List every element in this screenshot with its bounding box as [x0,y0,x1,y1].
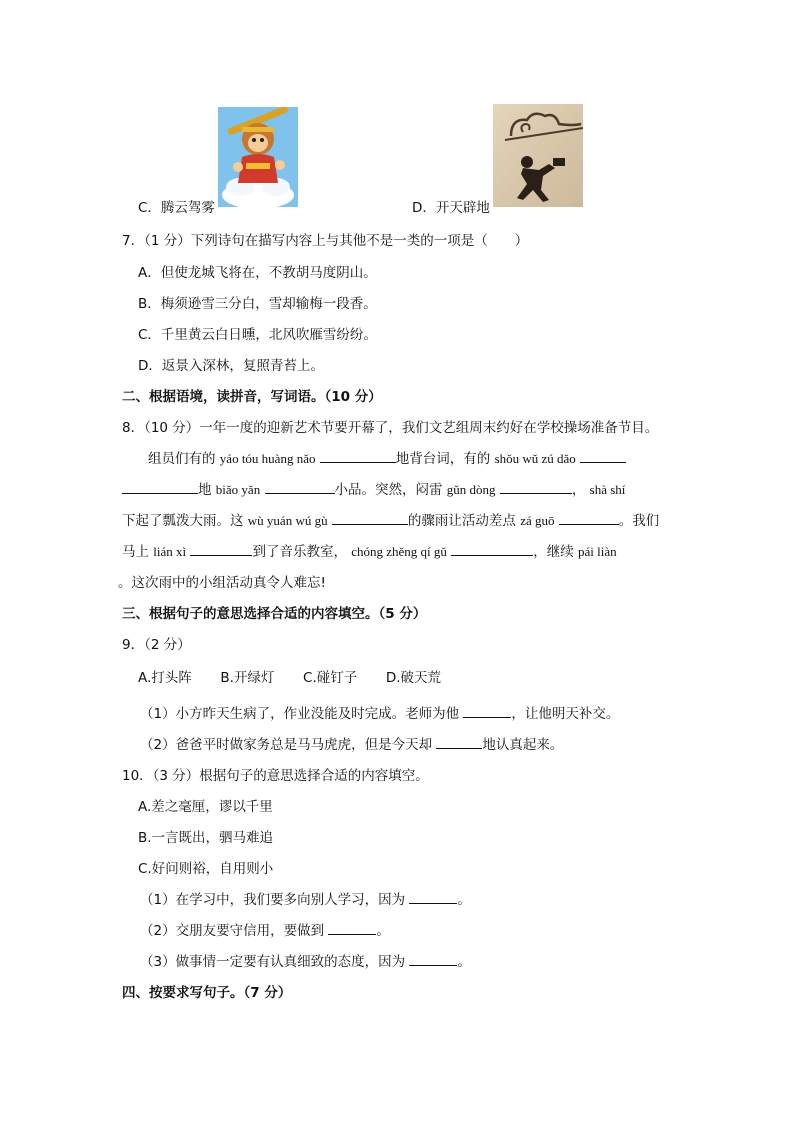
answer-blank-2-cont[interactable] [122,479,198,494]
answer-blank-8[interactable] [451,541,533,556]
q9-choice-c: C.碰钉子 [303,670,358,686]
answer-blank-5[interactable] [332,510,408,525]
q10-choice-a: A.差之毫厘，谬以千里 [138,799,273,815]
monkey-king-image [218,107,298,207]
answer-blank-1[interactable] [320,448,396,463]
q10-blank-2[interactable] [328,920,376,935]
answer-blank-2[interactable] [580,448,626,463]
q9-sentence-2: （2）爸爸平时做家务总是马马虎虎，但是今天却 地认真起来。 [140,733,563,753]
pinyin-sha-shi: shà shí [589,482,626,497]
q7-option-b: B．梅须逊雪三分白，雪却输梅一段香。 [138,296,377,312]
answer-blank-6[interactable] [559,510,619,525]
creation-myth-image [493,104,583,207]
section4-heading: 四、按要求写句子。（7 分） [122,985,292,1001]
pinyin-gun-dong: gǔn dòng [446,482,496,497]
q7-option-c: C．千里黄云白日曛，北风吹雁雪纷纷。 [138,327,377,343]
q9-stem: 9．（2 分） [122,637,191,653]
q10-sentence-3: （3）做事情一定要有认真细致的态度，因为 。 [140,950,471,970]
q7-option-a: A．但使龙城飞将在，不教胡马度阴山。 [138,265,377,281]
q10-sentence-1: （1）在学习中，我们要多向别人学习，因为 。 [140,888,471,908]
q8-line4: 马上 lián xì 到了音乐教室， chóng zhěng qí gǔ ，继续 pái liàn [122,540,617,560]
option-c: C．腾云驾雾 [138,200,215,216]
q10-sentence-2: （2）交朋友要守信用，要做到 。 [140,919,390,939]
section3-heading: 三、根据句子的意思选择合适的内容填空。（5 分） [122,606,427,622]
q10-choice-c: C.好问则裕，自用则小 [138,861,274,877]
pinyin-lian-xi: lián xì [153,544,187,559]
answer-blank-7[interactable] [190,541,252,556]
q9-choice-a: A.打头阵 [138,670,192,686]
pinyin-shou-wu-zu-dao: shǒu wǔ zú dǎo [494,451,576,466]
q8-line5: 。这次雨中的小组活动真令人难忘! [118,575,326,591]
pinyin-biao-yan: biǎo yǎn [215,482,261,497]
q8-stem: 8．（10 分）一年一度的迎新艺术节要开幕了，我们文艺组周末约好在学校操场准备节目。 [122,420,659,436]
section2-heading: 二、根据语境，读拼音，写词语。（10 分） [122,389,382,405]
q8-line1: 组员们有的 yáo tóu huàng nǎo 地背台词，有的 shǒu wǔ zú dǎo [148,447,626,467]
q9-blank-2[interactable] [436,734,482,749]
q8-line3: 下起了瓢泼大雨。这 wù yuán wú gù 的骤雨让活动差点 zá guō 。我们 [122,509,659,529]
answer-blank-4[interactable] [500,479,572,494]
q9-choice-d: D.破天荒 [385,670,442,686]
q7-stem: 7．（1 分）下列诗句在描写内容上与其他不是一类的一项是（ ） [122,233,529,249]
answer-blank-3[interactable] [265,479,335,494]
q8-line2: 地 biǎo yǎn 小品。突然，闷雷 gǔn dòng ， shà shí [122,478,625,498]
pinyin-pai-lian: pái liàn [578,544,617,559]
option-d: D．开天辟地 [412,200,490,216]
q10-blank-1[interactable] [409,889,457,904]
q10-choice-b: B.一言既出，驷马难追 [138,830,274,846]
pinyin-wu-yuan-wu-gu: wù yuán wú gù [247,513,328,528]
q10-blank-3[interactable] [409,951,457,966]
pinyin-za-guo: zá guō [520,513,555,528]
pinyin-chong-zheng-qi-gu: chóng zhěng qí gǔ [351,544,447,559]
q7-option-d: D．返景入深林，复照青苔上。 [138,358,324,374]
q9-blank-1[interactable] [463,703,511,718]
q9-sentence-1: （1）小方昨天生病了，作业没能及时完成。老师为他 ，让他明天补交。 [140,702,619,722]
q9-choice-b: B.开绿灯 [220,670,275,686]
pinyin-yao-tou-huang-nao: yáo tóu huàng nǎo [219,451,316,466]
q10-stem: 10．（3 分）根据句子的意思选择合适的内容填空。 [122,768,429,784]
q9-choices [138,666,441,686]
